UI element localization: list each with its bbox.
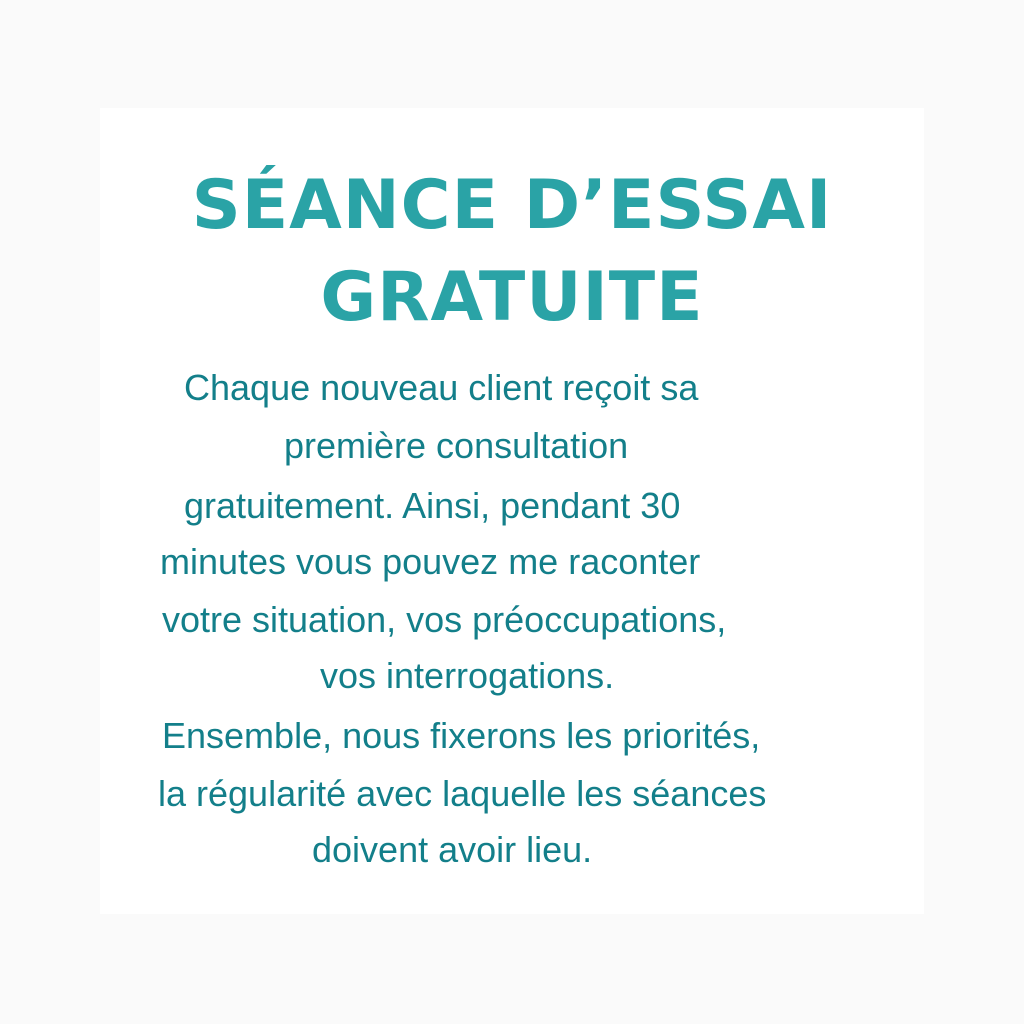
description-line: gratuitement. Ainsi, pendant 30	[184, 485, 681, 526]
description-line: doivent avoir lieu.	[312, 829, 593, 870]
title-line-2: GRATUITE	[320, 258, 704, 337]
description-line: Ensemble, nous fixerons les priorités,	[162, 715, 761, 756]
title-line-1: SÉANCE D’ESSAI	[191, 166, 833, 245]
description-line: votre situation, vos préoccupations,	[162, 599, 727, 640]
description-line: la régularité avec laquelle les séances	[158, 773, 767, 814]
description-line: minutes vous pouvez me raconter	[160, 541, 701, 582]
description-line: première consultation	[284, 425, 629, 466]
description-line: vos interrogations.	[320, 655, 615, 696]
description-line: Chaque nouveau client reçoit sa	[184, 367, 699, 408]
